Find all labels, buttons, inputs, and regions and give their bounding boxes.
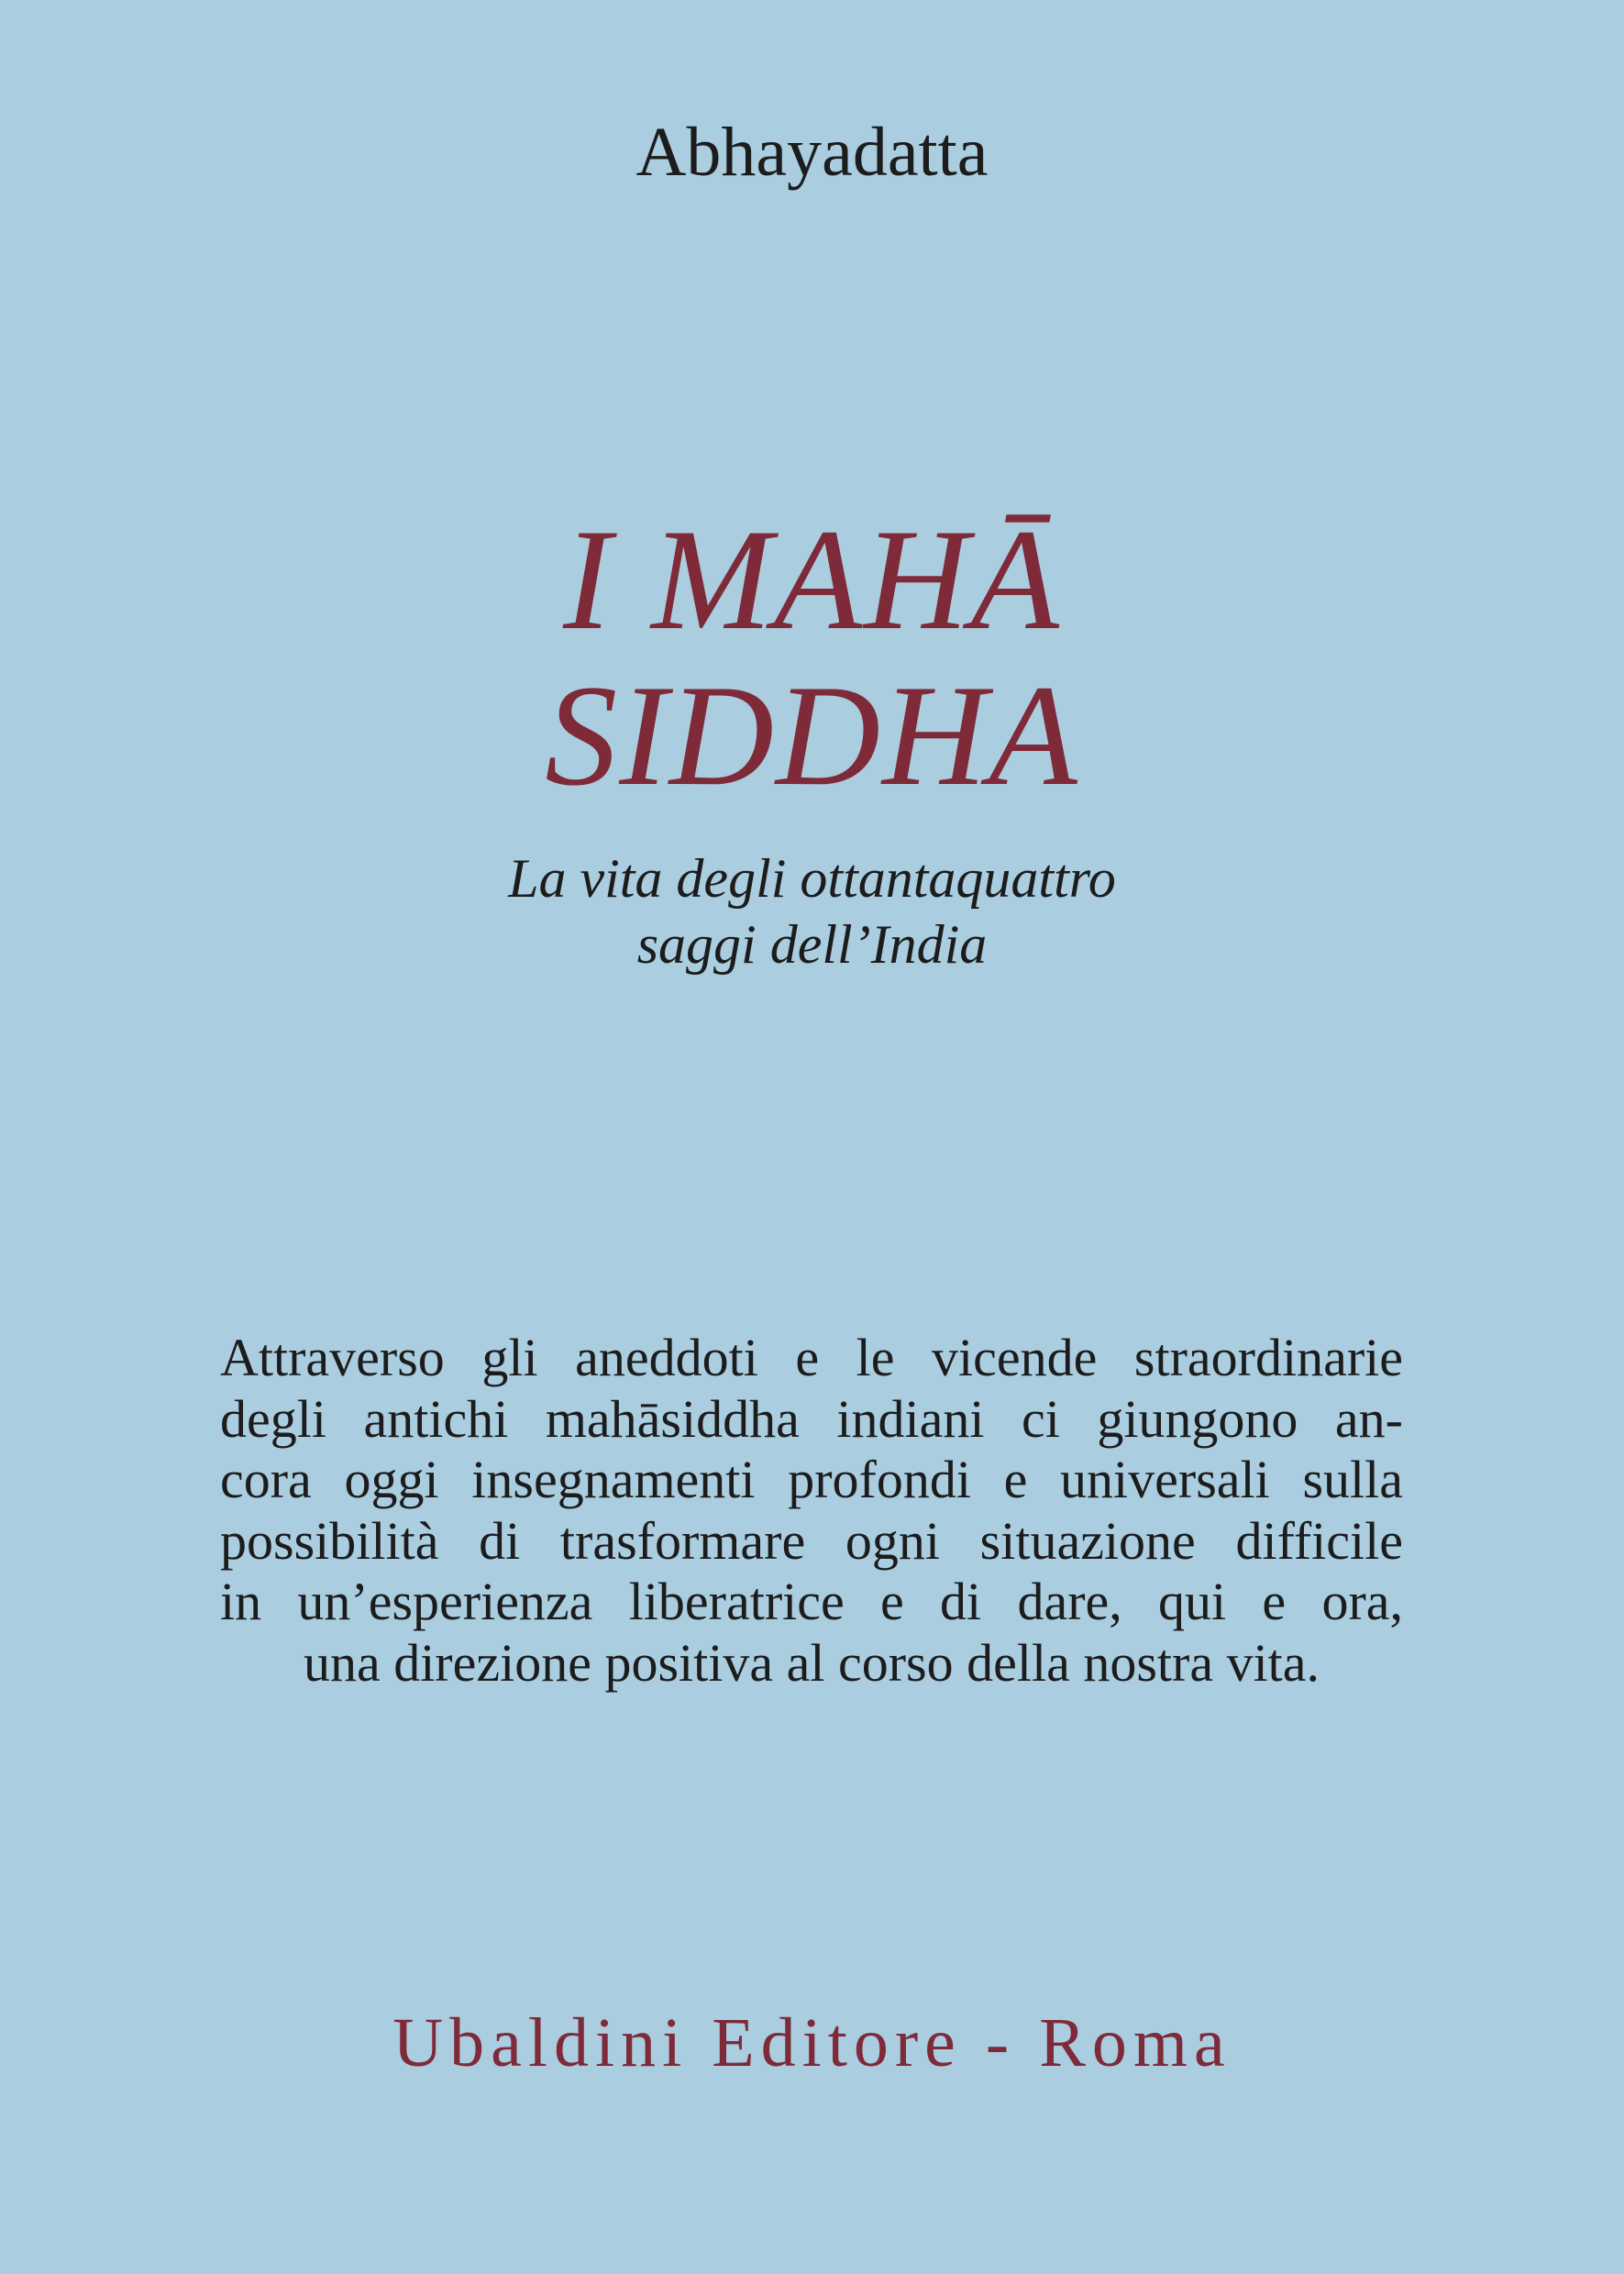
blurb-line: cora oggi insegnamenti profondi e universali sulla <box>220 1450 1403 1509</box>
blurb-line: Attraverso gli aneddoti e le vicende straordinarie <box>220 1328 1403 1387</box>
blurb-line: una direzione positiva al corso della nostra vita. <box>303 1632 1320 1693</box>
author-name: Abhayadatta <box>635 114 989 191</box>
title-line-1: I MAHĀ <box>563 500 1061 660</box>
title-line-2: SIDDHA <box>545 656 1079 816</box>
blurb-line: possibilità di trasformare ogni situazione difficile <box>220 1510 1403 1571</box>
cover-blurb <box>220 1328 1403 1694</box>
blurb-line: in un’esperienza liberatrice e di dare, qui e ora, <box>220 1572 1403 1631</box>
blurb-line: degli antichi mahāsiddha indiani ci giungono an- <box>220 1388 1403 1449</box>
publisher-imprint: Ubaldini Editore - Roma <box>392 2004 1232 2081</box>
subtitle-line-2: saggi dell’India <box>636 914 988 975</box>
book-subtitle <box>0 845 1624 977</box>
book-title <box>0 502 1624 814</box>
subtitle-line-1: La vita degli ottantaquattro <box>508 848 1116 909</box>
